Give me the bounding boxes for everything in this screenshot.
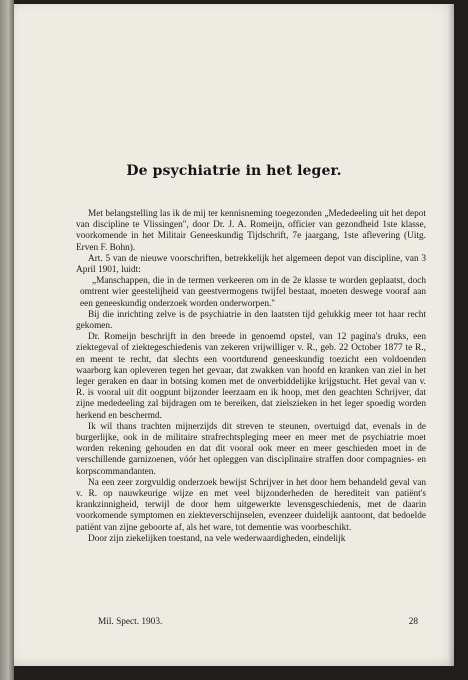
- previous-page-edge: [0, 0, 14, 680]
- document-page: [14, 4, 454, 666]
- quoted-paragraph: „Manschappen, die in de termen verkeeren om in de 2e klasse te worden geplaatst, doch omtrent wier geestelijheid van geestvermogens twijfel bestaat, moeten deswege vooraf aan een geneeskundig onderzoek worden onderworpen.": [80, 276, 426, 309]
- paragraph: Art. 5 van de nieuwe voorschriften, betrekkelijk het algemeen depot van discipline, van 3 April 1901, luidt:: [76, 253, 426, 276]
- page-shadow: [448, 4, 454, 666]
- paragraph: Met belangstelling las ik de mij ter kennisneming toegezonden „Mededeeling uit het depot van discipline te Vlissingen", door Dr. J. A. Romeijn, officier van gezondheid 1ste klasse, voorkomende in het Militair Geneeskundig Tijdschrift, 7e jaargang, 1ste aflevering (Uitg. Erven F. Bohn).: [76, 209, 426, 253]
- paragraph: Dr. Romeijn beschrijft in den breede in genoemd opstel, van 12 pagina's druks, een ziektegeval of ziektegeschiedenis van zekeren vrijwilliger v. R., geb. 22 October 1877 te R., en meent te recht, dat slechts een voortdurend geneeskundig toezicht een voldoenden waarborg kan opleveren tegen het gevaar, dat zwakken van hoofd en kranken van ziel in het leger geraken en daar in botsing komen met de onverbiddelijke krijgstucht. Het geval van v. R. is vooral uit dit oogpunt bijzonder leerzaam en ik hoop, met den geachten Schrijver, dat zijne mededeeling zal bijdragen om te bereiken, dat zielszieken in het leger spoedig worden herkend en beschermd.: [76, 332, 426, 421]
- page-title: De psychiatrie in het leger.: [126, 163, 342, 179]
- body-text: [76, 209, 426, 545]
- paragraph: Door zijn ziekelijken toestand, na vele wederwaardigheden, eindelijk: [88, 533, 346, 544]
- paragraph: Na een zeer zorgvuldig onderzoek bewijst Schrijver in het door hem behandeld geval van v. R. op nauwkeurige wijze en met veel bijzonderheden de herediteit van patiënt's krankzinnigheid, terwijl de door hem uitgewerkte levensgeschiedenis, met de daarin voorkomende symptomen en ziekteverschijnselen, evenzeer duidelijk aantoont, dat bedoelde patiënt van zijne geboorte af, als het ware, tot dementie was voorbeschikt.: [76, 477, 426, 533]
- page-number: 28: [408, 617, 418, 627]
- paragraph: Bij die inrichting zelve is de psychiatrie in den laatsten tijd gelukkig meer tot haar recht gekomen.: [76, 309, 426, 332]
- paragraph: Ik wil thans trachten mijnerzijds dit streven te steunen, overtuigd dat, evenals in de burgerlijke, ook in de militaire strafrechtspleging meer en meer met de psychiatrie moet worden rekening gehouden en dat dit vooral ook meer en meer geschieden moet in de verschillende garnizoenen, vóór het opleggen van disciplinaire straffen door compagnies- en korpscommandanten.: [76, 421, 426, 477]
- footer-source: Mil. Spect. 1903.: [98, 617, 163, 627]
